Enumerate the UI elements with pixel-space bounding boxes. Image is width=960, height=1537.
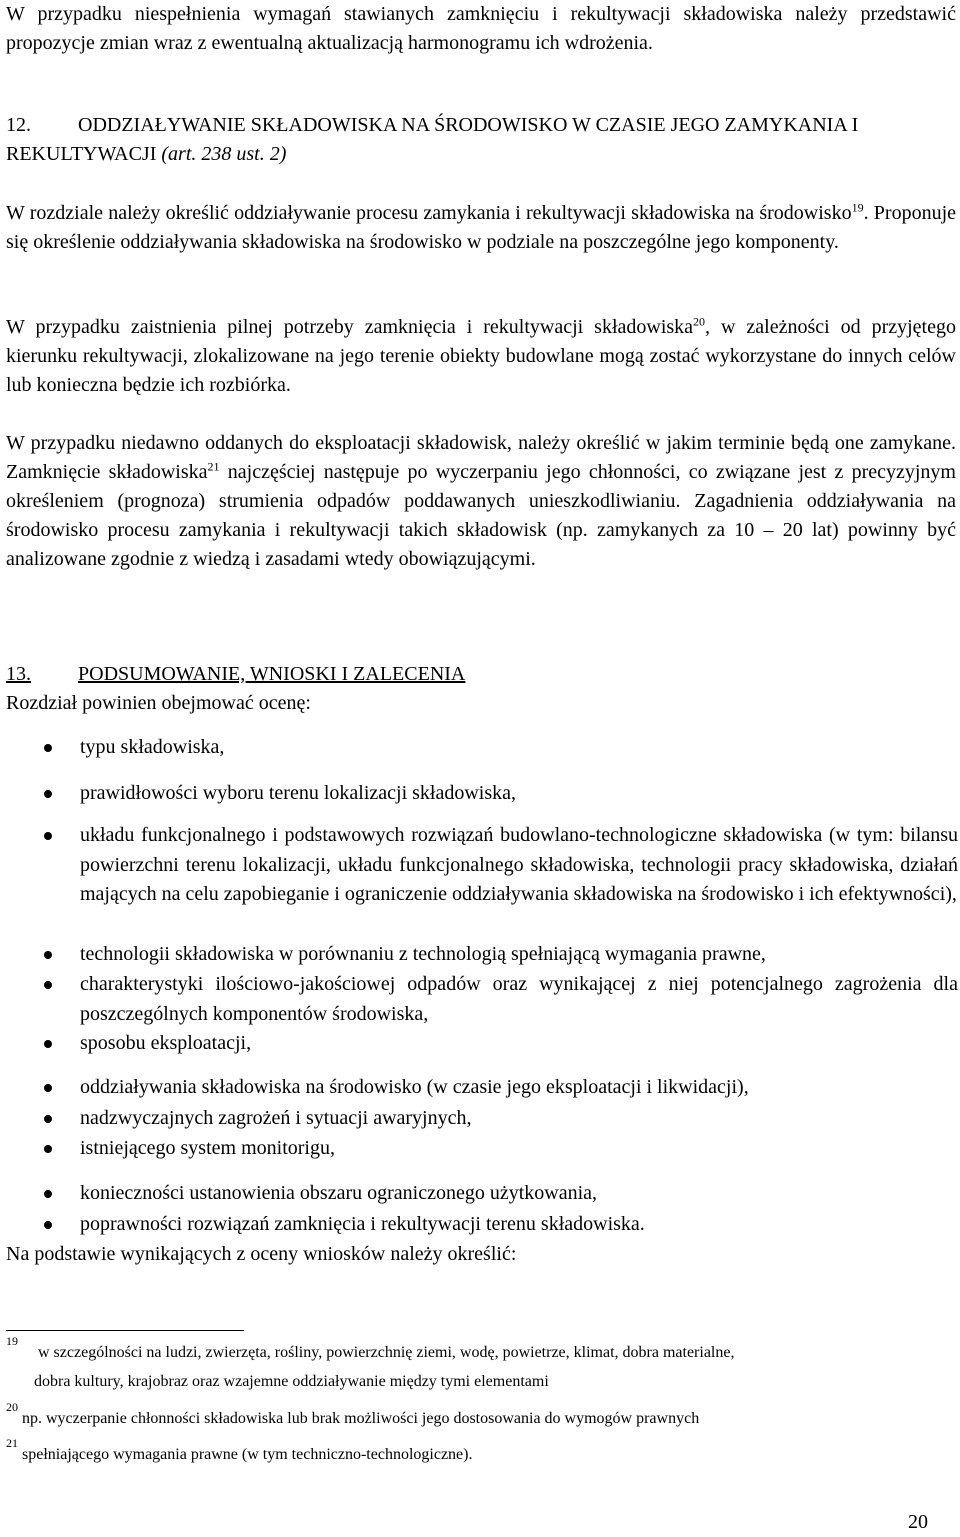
bullet-icon xyxy=(44,1190,52,1198)
list-item: nadzwyczajnych zagrożeń i sytuacji awaryjnych, xyxy=(80,1107,472,1129)
footnote-20 xyxy=(6,1400,956,1433)
list-item: poprawności rozwiązań zamknięcia i rekultywacji terenu składowiska. xyxy=(80,1213,645,1235)
section-13-heading xyxy=(6,660,465,689)
bullet-icon xyxy=(44,790,52,798)
paragraph-text: , w zależności od przyjętego kierunku rekultywacji, zlokalizowane na jego terenie obiekty budowlane mogą zostać wykorzystane do innych celów lub konieczna będzie ich rozbiórka. xyxy=(6,316,956,396)
footnote-separator xyxy=(6,1330,244,1331)
paragraph-text: W rozdziale należy określić oddziaływanie procesu zamykania i rekultywacji składowiska na środowisko xyxy=(6,202,852,224)
bullet-icon xyxy=(44,981,52,989)
footnote-ref-19: 19 xyxy=(851,200,864,215)
footnote-text: np. wyczerpanie chłonności składowiska lub brak możliwości jego dostosowania do wymogów prawnych xyxy=(22,1410,700,1427)
list-item: typu składowiska, xyxy=(80,736,225,758)
bullet-icon xyxy=(44,744,52,752)
section-12-title: ODDZIAŁYWANIE SKŁADOWISKA NA ŚRODOWISKO W CZASIE JEGO ZAMYKANIA I REKULTYWACJI xyxy=(6,114,859,165)
conclusions-intro: Na podstawie wynikających z oceny wniosków należy określić: xyxy=(6,1243,517,1265)
list-item: konieczności ustanowienia obszaru ograniczonego użytkowania, xyxy=(80,1182,598,1204)
paragraph-text: W przypadku zaistnienia pilnej potrzeby zamknięcia i rekultywacji składowiska xyxy=(6,316,694,338)
bullet-icon xyxy=(44,1145,52,1153)
bullet-icon xyxy=(44,832,52,840)
footnote-text-cont: dobra kultury, krajobraz oraz wzajemne oddziaływanie między tymi elementami xyxy=(34,1373,549,1390)
paragraph-text: . Proponuje się określenie oddziaływania składowiska na środowisko w podziale na poszczególne jego komponenty. xyxy=(6,202,957,253)
bullet-icon xyxy=(44,1040,52,1048)
footnote-19 xyxy=(6,1334,956,1396)
section-12-reference: (art. 238 ust. 2) xyxy=(161,143,287,165)
section-12-paragraph-2 xyxy=(6,313,956,400)
list-item: prawidłowości wyboru terenu lokalizacji składowiska, xyxy=(80,782,516,804)
list-item: oddziaływania składowiska na środowisko (w czasie jego eksploatacji i likwidacji), xyxy=(80,1076,749,1098)
section-12-paragraph-3 xyxy=(6,429,956,574)
list-item: układu funkcjonalnego i podstawowych rozwiązań budowlano-technologiczne składowiska (w tym: bilansu powierzchni terenu lokalizacji, układu funkcjonalnego składowiska, technologii pracy składowiska, działań mających na celu zapobieganie i ograniczenie oddziaływania składowiska na środowisko i ich efektywności), xyxy=(80,824,958,905)
paragraph-text: W przypadku niedawno oddanych do eksploatacji składowisk, należy określić w jakim terminie będą one zamykane. Zamknięcie składowiska xyxy=(6,432,956,483)
paragraph-text: najczęściej następuje po wyczerpaniu jego chłonności, co związane jest z precyzyjnym określeniem (prognoza) strumienia odpadów poddawanych unieszkodliwianiu. Zagadnienia oddziaływania na środowisko procesu zamykania i rekultywacji takich składowisk (np. zamykanych za 10 – 20 lat) powinny być analizowane zgodnie z wiedzą i zasadami wtedy obowiązującymi. xyxy=(6,461,956,570)
footnote-mark: 21 xyxy=(6,1436,18,1450)
assessment-intro: Rozdział powinien obejmować ocenę: xyxy=(6,692,311,714)
section-13-title: PODSUMOWANIE, WNIOSKI I ZALECENIA xyxy=(78,663,466,685)
section-12-paragraph-1 xyxy=(6,199,956,257)
list-item: technologii składowiska w porównaniu z technologią spełniającą wymagania prawne, xyxy=(80,943,766,965)
page-number: 20 xyxy=(908,1511,928,1533)
section-12-number: 12. xyxy=(6,114,31,136)
footnote-text: w szczególności na ludzi, zwierzęta, rośliny, powierzchnię ziemi, wodę, powietrze, klimat, dobra materialne, xyxy=(38,1344,735,1361)
footnote-ref-21: 21 xyxy=(207,459,220,474)
bullet-icon xyxy=(44,1221,52,1229)
footnote-mark: 20 xyxy=(6,1400,18,1414)
bullet-icon xyxy=(44,1084,52,1092)
footnote-21 xyxy=(6,1436,956,1469)
bullet-icon xyxy=(44,951,52,959)
list-item: istniejącego system monitorigu, xyxy=(80,1137,335,1159)
section-13-number: 13. xyxy=(6,663,31,685)
footnote-mark: 19 xyxy=(6,1334,18,1348)
section-12-heading xyxy=(6,111,956,169)
intro-paragraph: W przypadku niespełnienia wymagań stawianych zamknięciu i rekultywacji składowiska należy przedstawić propozycje zmian wraz z ewentualną aktualizacją harmonogramu ich wdrożenia. xyxy=(6,3,956,54)
footnote-ref-20: 20 xyxy=(693,314,706,329)
footnote-text: spełniającego wymagania prawne (w tym techniczno-technologiczne). xyxy=(22,1446,473,1463)
list-item: sposobu eksploatacji, xyxy=(80,1032,252,1054)
bullet-icon xyxy=(44,1115,52,1123)
list-item: charakterystyki ilościowo-jakościowej odpadów oraz wynikającej z niej potencjalnego zagrożenia dla poszczególnych komponentów środowiska, xyxy=(80,973,958,1025)
